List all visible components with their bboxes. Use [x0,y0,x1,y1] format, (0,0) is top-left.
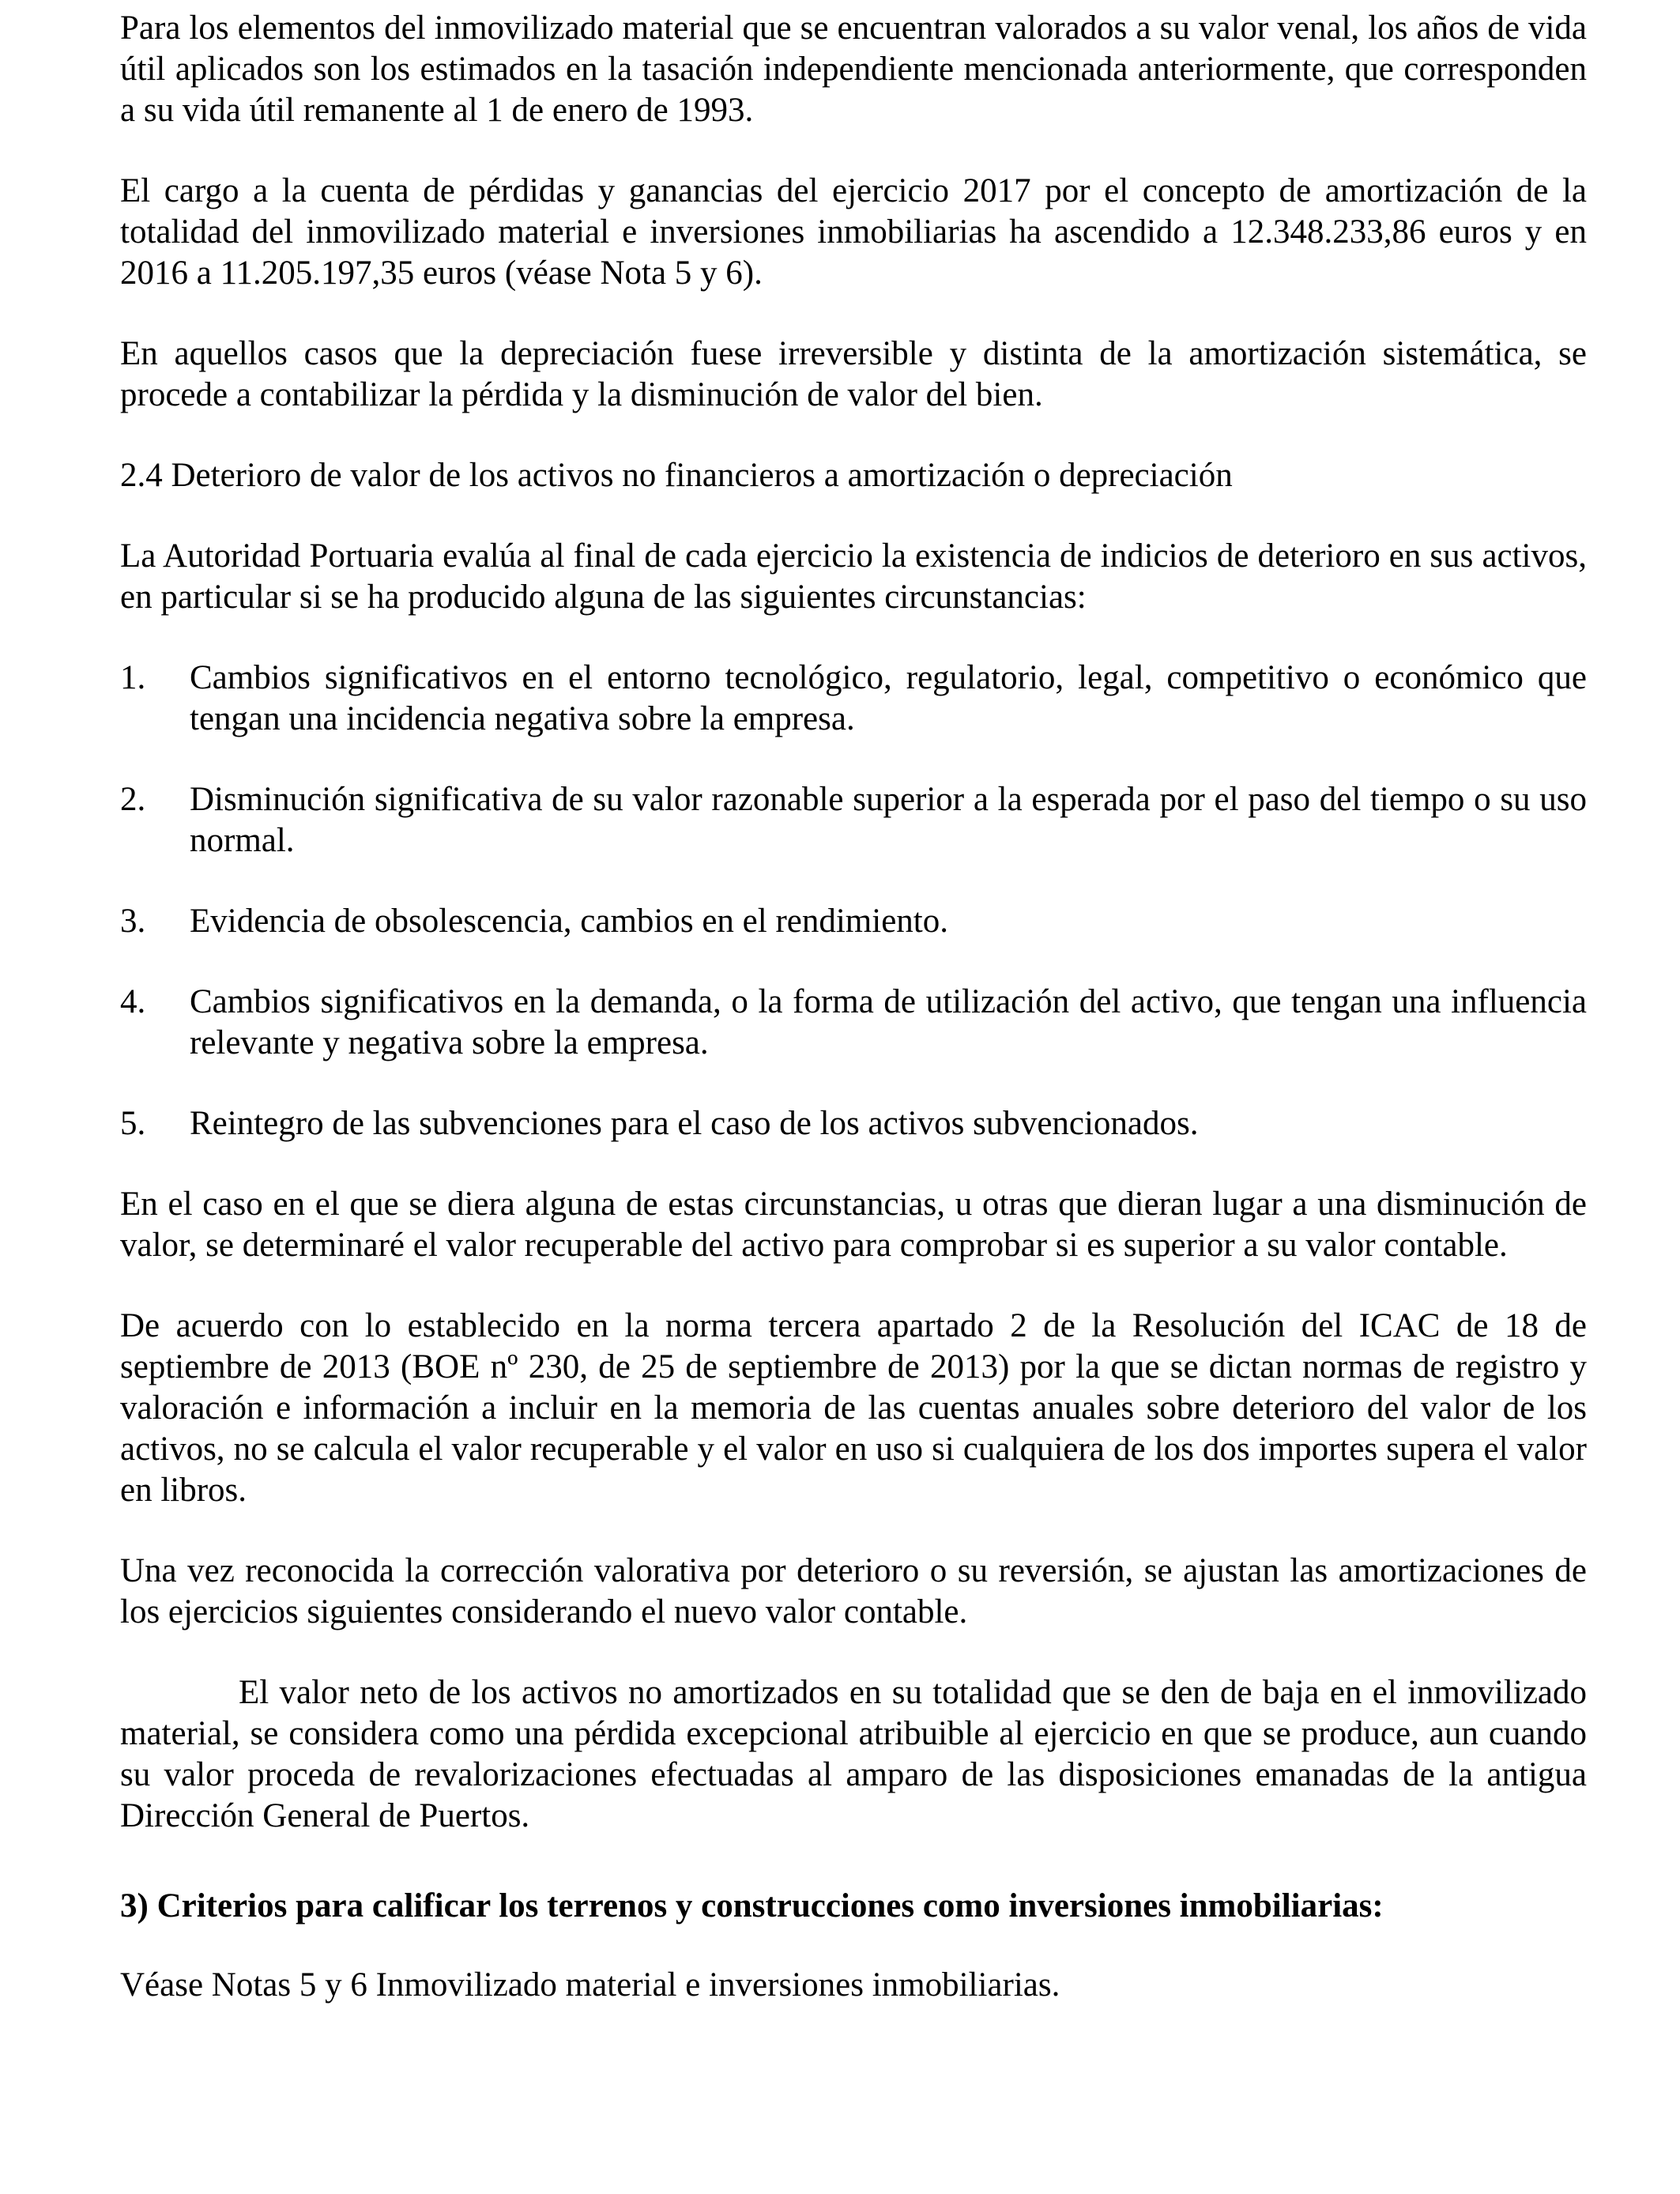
list-item [120,779,1587,861]
list-number: 3. [120,903,146,940]
list-text: Cambios significativos en el entorno tecnológico, regulatorio, legal, competitivo o económico que tengan una incidencia negativa sobre la empresa. [190,659,1587,737]
list-number: 5. [120,1105,146,1142]
document-page [120,8,1587,2006]
circumstances-list [120,658,1587,1144]
paragraph-resolucion-icac: De acuerdo con lo establecido en la norma tercera apartado 2 de la Resolución del ICAC de 18 de septiembre de 2013 (BOE nº 230, de 25 de septiembre de 2013) por la que se dictan normas de registro y valoración e información a incluir en la memoria de las cuentas anuales sobre deterioro del valor de los activos, no se calcula el valor recuperable y el valor en uso si cualquiera de los dos importes supera el valor en libros. [120,1307,1587,1509]
list-number: 1. [120,659,146,696]
paragraph-circunstancias: En el caso en el que se diera alguna de estas circunstancias, u otras que dieran lugar a una disminución de valor, se determinaré el valor recuperable del activo para comprobar si es superior a su valor contable. [120,1186,1587,1264]
section-heading-2-4: 2.4 Deterioro de valor de los activos no financieros a amortización o depreciación [120,457,1233,494]
paragraph-valor-neto: El valor neto de los activos no amortizados en su totalidad que se den de baja en el inmovilizado material, se considera como una pérdida excepcional atribuible al ejercicio en que se produce, aun cuando su valor proceda de revalorizaciones efectuadas al amparo de las disposiciones emanadas de la antigua Dirección General de Puertos. [120,1674,1587,1834]
paragraph-vease-notas: Véase Notas 5 y 6 Inmovilizado material e inversiones inmobiliarias. [120,1966,1060,2004]
list-item [120,901,1587,942]
paragraph-correccion-valorativa: Una vez reconocida la corrección valorativa por deterioro o su reversión, se ajustan las amortizaciones de los ejercicios siguientes considerando el nuevo valor contable. [120,1552,1587,1630]
list-text: Evidencia de obsolescencia, cambios en el rendimiento. [190,903,948,940]
paragraph-vida-util: Para los elementos del inmovilizado material que se encuentran valorados a su valor venal, los años de vida útil aplicados son los estimados en la tasación independiente mencionada anteriormente, que corresponden a su vida útil remanente al 1 de enero de 1993. [120,9,1587,129]
list-number: 2. [120,781,146,818]
paragraph-depreciacion: En aquellos casos que la depreciación fuese irreversible y distinta de la amortización sistemática, se procede a contabilizar la pérdida y la disminución de valor del bien. [120,335,1587,413]
paragraph-cargo-amortizacion: El cargo a la cuenta de pérdidas y ganancias del ejercicio 2017 por el concepto de amortización de la totalidad del inmovilizado material e inversiones inmobiliarias ha ascendido a 12.348.233,86 euros y en 2016 a 11.205.197,35 euros (véase Nota 5 y 6). [120,172,1587,292]
list-text: Cambios significativos en la demanda, o la forma de utilización del activo, que tengan una influencia relevante y negativa sobre la empresa. [190,983,1587,1061]
list-item [120,658,1587,740]
list-item [120,1103,1587,1144]
list-text: Disminución significativa de su valor razonable superior a la esperada por el paso del tiempo o su uso normal. [190,781,1587,859]
list-item [120,982,1587,1064]
paragraph-evaluacion-deterioro: La Autoridad Portuaria evalúa al final de cada ejercicio la existencia de indicios de deterioro en sus activos, en particular si se ha producido alguna de las siguientes circunstancias: [120,537,1587,616]
section-heading-3: 3) Criterios para calificar los terrenos y construcciones como inversiones inmobiliarias: [120,1887,1384,1924]
list-number: 4. [120,983,146,1020]
list-text: Reintegro de las subvenciones para el caso de los activos subvencionados. [190,1105,1199,1142]
